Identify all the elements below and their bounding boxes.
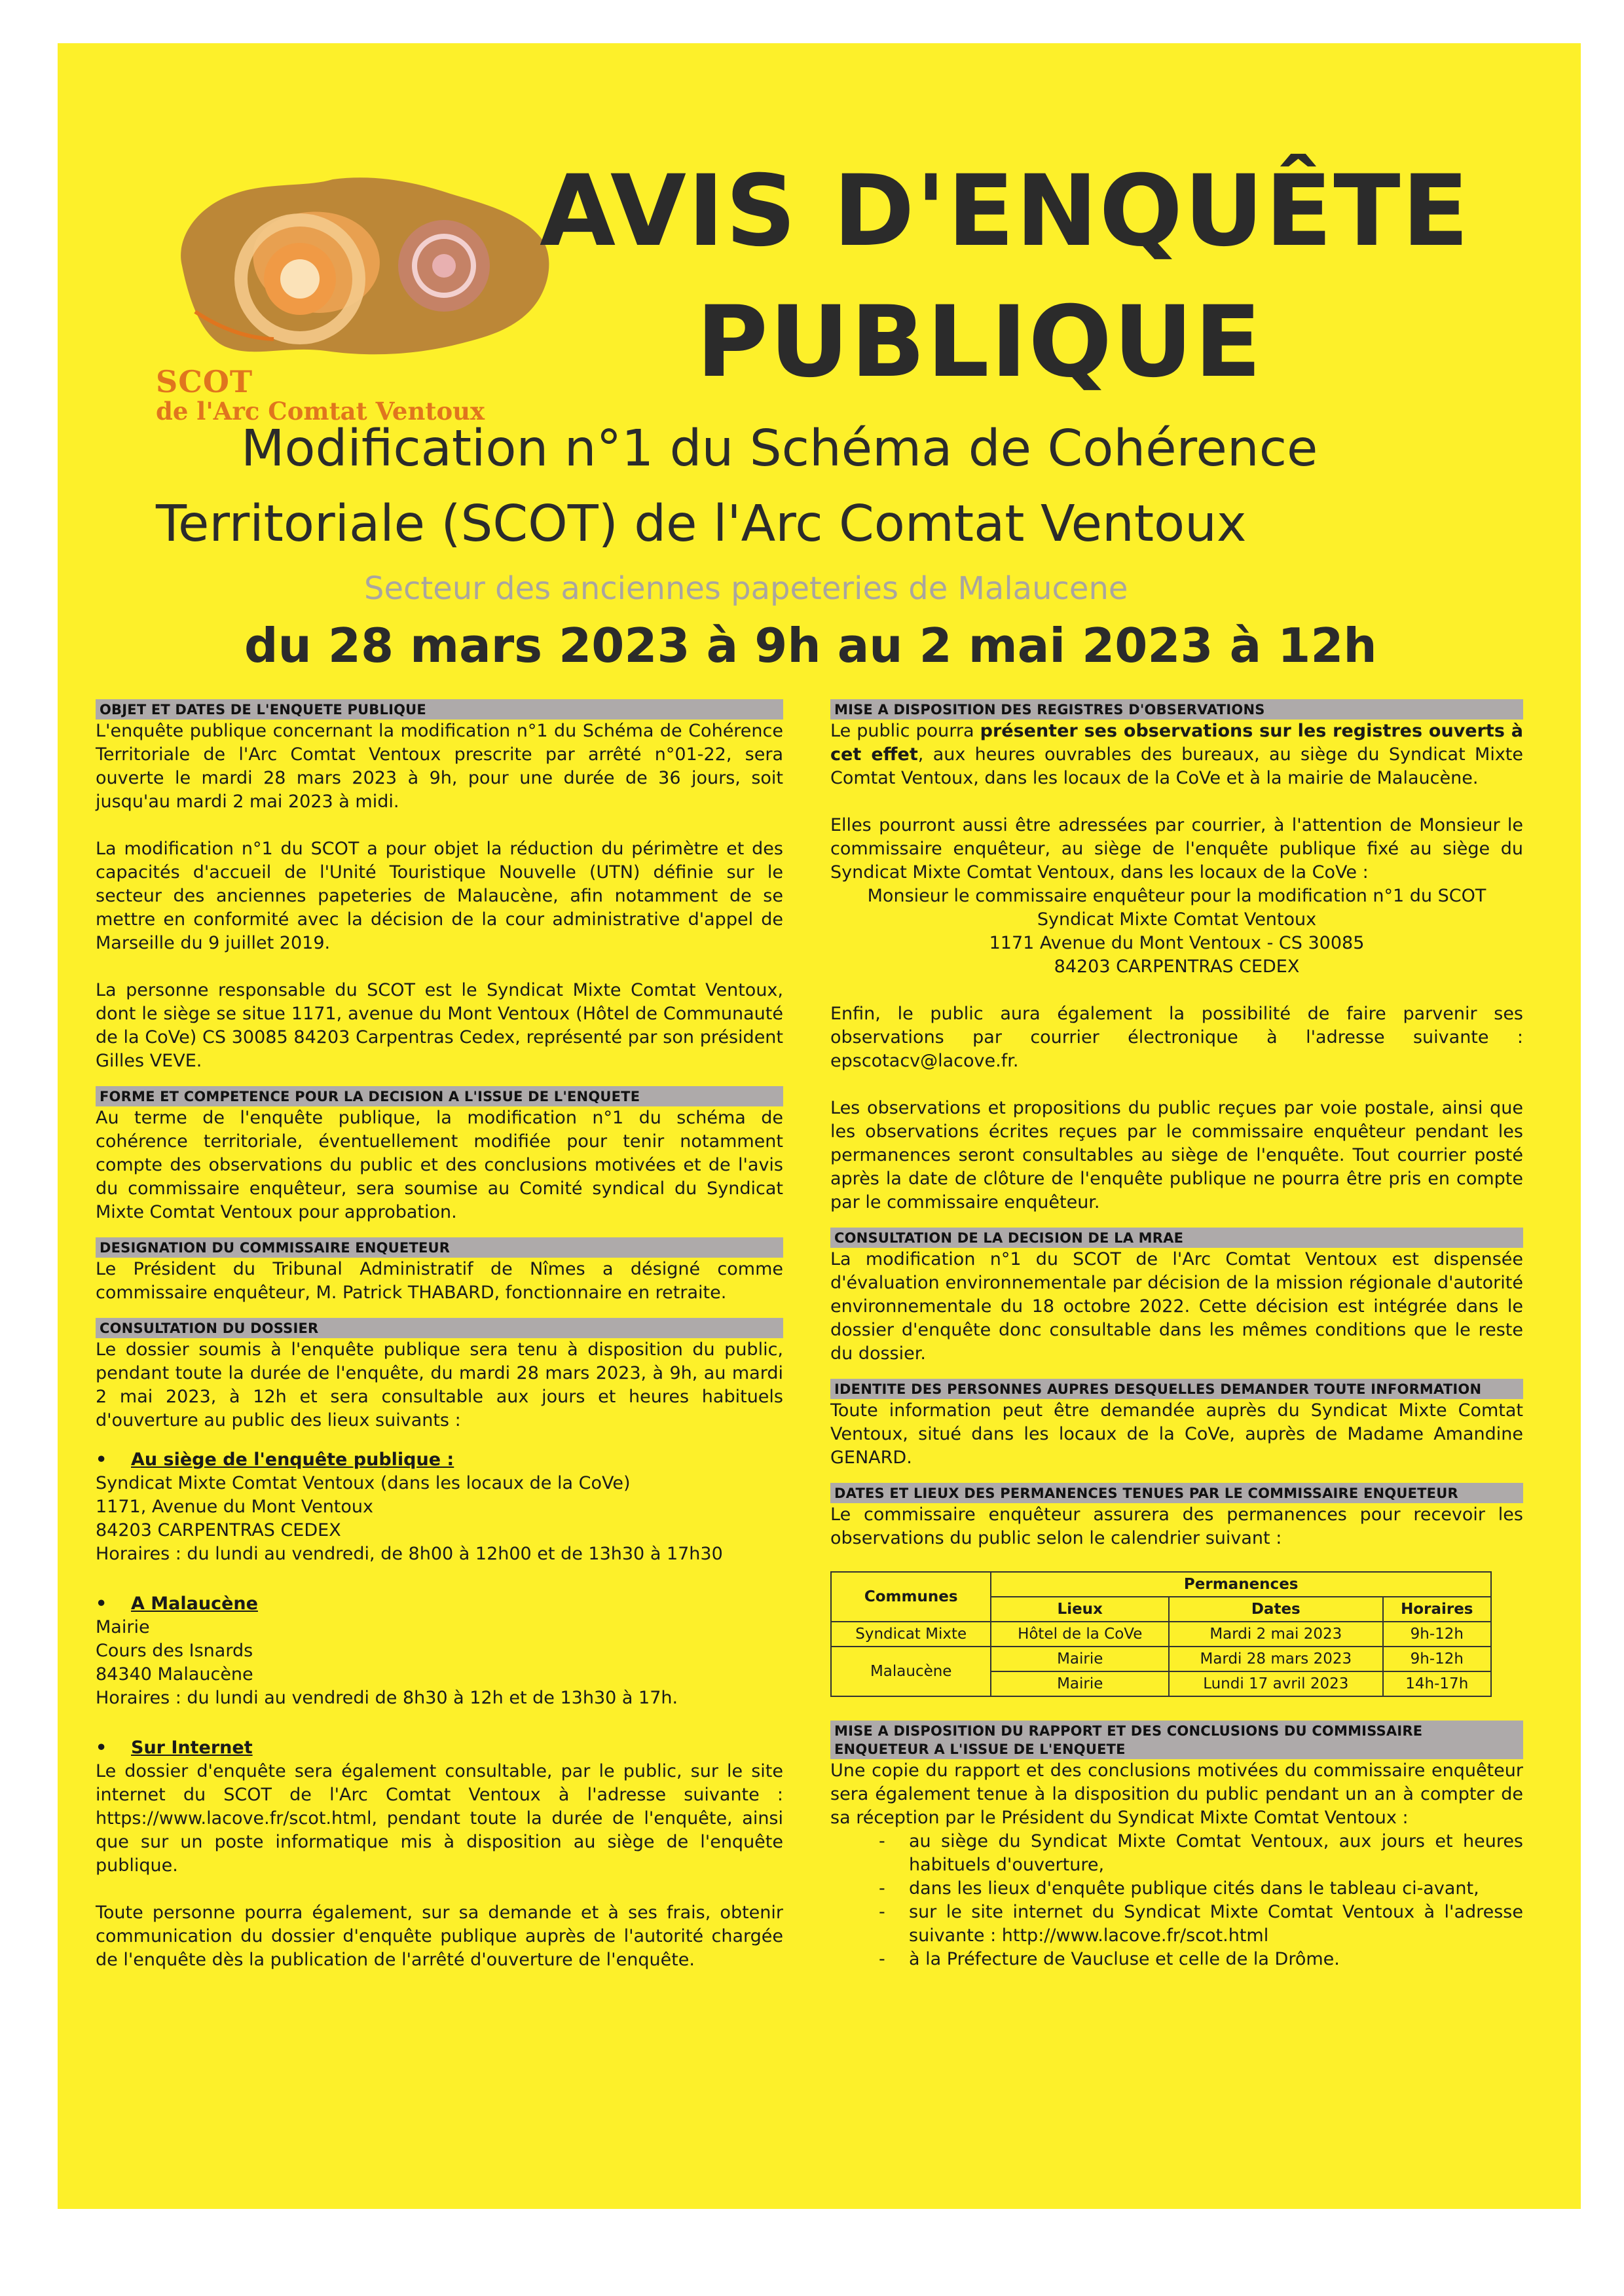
cell-lieu: Mairie <box>991 1671 1169 1696</box>
postal-address-line3: 1171 Avenue du Mont Ventoux - CS 30085 <box>989 933 1365 953</box>
registres-paragraph-4: Les observations et propositions du public reçues par voie postale, ainsi que les observations écrites reçues par le commissaire enquêteur pendant les permanences seront consultables au siège de l'enquête. Tout courrier posté après la date de clôture de l'enquête publique ne pourra être pris en compte par le commissaire enquêteur. <box>830 1098 1523 1212</box>
section-title-mrae: CONSULTATION DE LA DECISION DE LA MRAE <box>830 1228 1523 1248</box>
list-item: - à la Préfecture de Vaucluse et celle de la Drôme. <box>830 1948 1523 1971</box>
sector-subtitle: Secteur des anciennes papeteries de Malaucene <box>364 570 1128 607</box>
registres-text-bold: présenter ses observations sur les registres ouverts à cet effet <box>830 721 1523 765</box>
registres-paragraph-email: Enfin, le public aura également la possibilité de faire parvenir ses observations par courrier électronique à l'adresse suivante : epscotacv@lacove.fr. <box>830 1004 1523 1071</box>
cell-lieu: Mairie <box>991 1647 1169 1671</box>
table-row <box>831 1622 1491 1647</box>
cell-date: Lundi 17 avril 2023 <box>1169 1671 1383 1696</box>
mrae-paragraph: La modification n°1 du SCOT de l'Arc Comtat Ventoux est dispensée d'évaluation environnementale par décision de la mission régionale d'autorité environnementale du 18 octobre 2022. Cette décision est intégrée dans le dossier d'enquête donc consultable dans les mêmes conditions que le reste du dossier. <box>830 1249 1523 1364</box>
bullet-internet-heading: • Sur Internet <box>96 1736 783 1760</box>
cell-commune: Syndicat Mixte <box>831 1622 991 1647</box>
cell-date: Mardi 28 mars 2023 <box>1169 1647 1383 1671</box>
postal-address-line1: Monsieur le commissaire enquêteur pour la modification n°1 du SCOT <box>867 886 1486 906</box>
page-title-line1: AVIS D'ENQUÊTE <box>540 155 1471 268</box>
section-title-designation: DESIGNATION DU COMMISSAIRE ENQUETEUR <box>96 1237 783 1258</box>
identite-paragraph: Toute information peut être demandée auprès du Syndicat Mixte Comtat Ventoux, situé dans les locaux de la CoVe, auprès de Madame Amandine GENARD. <box>830 1400 1523 1468</box>
table-header-row <box>831 1572 1491 1597</box>
cell-horaire: 9h-12h <box>1383 1622 1491 1647</box>
bullet-malaucene-heading: • A Malaucène <box>96 1592 783 1616</box>
list-item: - sur le site internet du Syndicat Mixte Comtat Ventoux à l'adresse suivante : http://www.lacove.fr/scot.html <box>830 1901 1523 1948</box>
header-dates: Dates <box>1169 1597 1383 1622</box>
designation-paragraph: Le Président du Tribunal Administratif de Nîmes a désigné comme commissaire enquêteur, M. Patrick THABARD, fonctionnaire en retraite. <box>96 1259 783 1303</box>
internet-paragraph: Le dossier d'enquête sera également consultable, par le public, sur le site internet du SCOT de l'Arc Comtat Ventoux à l'adresse suivante : https://www.lacove.fr/scot.html, pendant toute la durée de l'enquête, ainsi que sur un poste informatique mis à disposition au siège de l'enquête publique. <box>96 1761 783 1876</box>
registres-text-a: Le public pourra <box>830 721 980 741</box>
rapport-paragraph: Une copie du rapport et des conclusions motivées du commissaire enquêteur sera également tenue à la disposition du public pendant un an à compter de sa réception par le Président du Syndicat Mixte Comtat Ventoux : <box>830 1760 1523 1828</box>
scot-logo <box>156 168 562 443</box>
postal-address-line4: 84203 CARPENTRAS CEDEX <box>1054 957 1300 977</box>
subtitle-line1: Modification n°1 du Schéma de Cohérence <box>241 420 1318 478</box>
cell-horaire: 14h-17h <box>1383 1671 1491 1696</box>
cell-lieu: Hôtel de la CoVe <box>991 1622 1169 1647</box>
siege-address-line3: 84203 CARPENTRAS CEDEX <box>96 1520 341 1540</box>
scot-map-icon <box>156 168 562 371</box>
header-horaires: Horaires <box>1383 1597 1491 1622</box>
malaucene-address-line2: Cours des Isnards <box>96 1641 253 1661</box>
registres-text-c: , aux heures ouvrables des bureaux, au siège du Syndicat Mixte Comtat Ventoux, dans les locaux de la CoVe et à la mairie de Malaucène. <box>830 744 1523 788</box>
notice-poster <box>58 43 1581 2209</box>
section-title-identite: IDENTITE DES PERSONNES AUPRES DESQUELLES DEMANDER TOUTE INFORMATION <box>830 1379 1523 1399</box>
list-item: - dans les lieux d'enquête publique cités dans le tableau ci-avant, <box>830 1877 1523 1901</box>
objet-paragraph-3: La personne responsable du SCOT est le Syndicat Mixte Comtat Ventoux, dont le siège se situe 1171, avenue du Mont Ventoux (Hôtel de Communauté de la CoVe) CS 30085 84203 Carpentras Cedex, représenté par son président Gilles VEVE. <box>96 980 783 1071</box>
section-title-rapport: MISE A DISPOSITION DU RAPPORT ET DES CONCLUSIONS DU COMMISSAIRE ENQUETEUR A L'ISSUE DE L'ENQUETE <box>830 1721 1523 1759</box>
page-title-line2: PUBLIQUE <box>696 285 1263 399</box>
table-row <box>831 1647 1491 1671</box>
right-column <box>830 699 1523 1971</box>
postal-address-line2: Syndicat Mixte Comtat Ventoux <box>1037 909 1317 930</box>
siege-address-line1: Syndicat Mixte Comtat Ventoux (dans les locaux de la CoVe) <box>96 1473 631 1493</box>
malaucene-address-line1: Mairie <box>96 1617 150 1637</box>
registres-paragraph-2: Elles pourront aussi être adressées par courrier, à l'attention de Monsieur le commissaire enquêteur, au siège de l'enquête publique fixé au siège du Syndicat Mixte Comtat Ventoux, dans les locaux de la CoVe : <box>830 815 1523 883</box>
header-lieux: Lieux <box>991 1597 1169 1622</box>
left-column <box>96 699 783 1972</box>
permanences-table <box>830 1571 1492 1697</box>
logo-text-scot: SCOT <box>156 364 253 399</box>
section-title-consultation: CONSULTATION DU DOSSIER <box>96 1318 783 1338</box>
section-title-permanences: DATES ET LIEUX DES PERMANENCES TENUES PAR LE COMMISSAIRE ENQUETEUR <box>830 1483 1523 1503</box>
section-title-forme: FORME ET COMPETENCE POUR LA DECISION A L'ISSUE DE L'ENQUETE <box>96 1086 783 1106</box>
rapport-list <box>830 1830 1523 1971</box>
section-title-registres: MISE A DISPOSITION DES REGISTRES D'OBSERVATIONS <box>830 699 1523 720</box>
communication-paragraph: Toute personne pourra également, sur sa demande et à ses frais, obtenir communication du dossier d'enquête publique auprès de l'autorité chargée de l'enquête dès la publication de l'arrêté d'ouverture de l'enquête. <box>96 1903 783 1970</box>
enquiry-dates: du 28 mars 2023 à 9h au 2 mai 2023 à 12h <box>244 618 1377 673</box>
cell-date: Mardi 2 mai 2023 <box>1169 1622 1383 1647</box>
objet-paragraph-2: La modification n°1 du SCOT a pour objet la réduction du périmètre et des capacités d'accueil de l'Unité Touristique Nouvelle (UTN) définie sur le secteur des anciennes papeteries de Malaucène, afin notamment de se mettre en conformité avec la décision de la cour administrative d'appel de Marseille du 9 juillet 2019. <box>96 839 783 953</box>
registres-paragraph-1 <box>830 720 1523 790</box>
header-permanences: Permanences <box>991 1572 1491 1597</box>
permanences-paragraph: Le commissaire enquêteur assurera des permanences pour recevoir les observations du public selon le calendrier suivant : <box>830 1504 1523 1548</box>
forme-paragraph: Au terme de l'enquête publique, la modification n°1 du schéma de cohérence territoriale, éventuellement modifiée pour tenir notamment compte des observations du public et des conclusions motivées et de l'avis du commissaire enquêteur, sera soumise au Comité syndical du Syndicat Mixte Comtat Ventoux pour approbation. <box>96 1108 783 1222</box>
list-item: - au siège du Syndicat Mixte Comtat Ventoux, aux jours et heures habituels d'ouverture, <box>830 1830 1523 1877</box>
logo-text-arc: de l'Arc Comtat Ventoux <box>156 397 485 426</box>
malaucene-address-line3: 84340 Malaucène <box>96 1664 253 1685</box>
subtitle-line2: Territoriale (SCOT) de l'Arc Comtat Ventoux <box>156 495 1247 553</box>
siege-hours: Horaires : du lundi au vendredi, de 8h00 à 12h00 et de 13h30 à 17h30 <box>96 1544 723 1564</box>
cell-commune: Malaucène <box>831 1647 991 1696</box>
malaucene-hours: Horaires : du lundi au vendredi de 8h30 à 12h et de 13h30 à 17h. <box>96 1688 678 1708</box>
siege-address-line2: 1171, Avenue du Mont Ventoux <box>96 1497 373 1517</box>
objet-paragraph-1: L'enquête publique concernant la modification n°1 du Schéma de Cohérence Territoriale de l'Arc Comtat Ventoux prescrite par arrêté n°01-22, sera ouverte le mardi 28 mars 2023 à 9h, pour une durée de 36 jours, soit jusqu'au mardi 2 mai 2023 à midi. <box>96 721 783 812</box>
bullet-siege-heading: • Au siège de l'enquête publique : <box>96 1448 783 1472</box>
section-title-objet: OBJET ET DATES DE L'ENQUETE PUBLIQUE <box>96 699 783 720</box>
header-communes: Communes <box>831 1572 991 1622</box>
consultation-paragraph: Le dossier soumis à l'enquête publique sera tenu à disposition du public, pendant toute la durée de l'enquête, du mardi 28 mars 2023, à 9h, au mardi 2 mai 2023, à 12h et sera consultable aux jours et heures habituels d'ouverture au public des lieux suivants : <box>96 1339 783 1430</box>
cell-horaire: 9h-12h <box>1383 1647 1491 1671</box>
